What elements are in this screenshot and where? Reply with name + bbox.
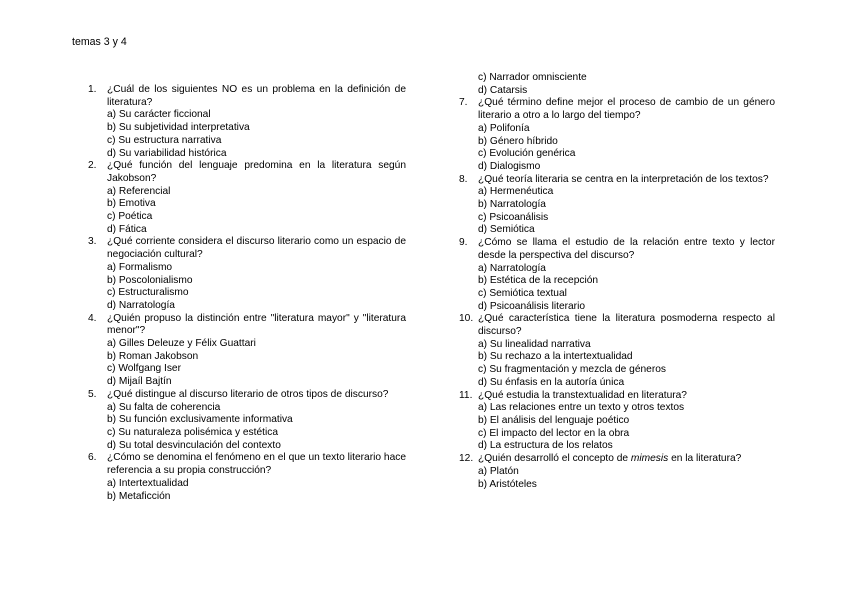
option: c) Wolfgang Iser xyxy=(107,363,181,375)
question-number: 10. xyxy=(459,313,474,325)
question-10 xyxy=(459,313,775,389)
option: b) Aristóteles xyxy=(478,478,537,490)
question-text: ¿Qué corriente considera el discurso literario como un espacio de negociación cultural? xyxy=(107,236,406,261)
question-number: 7. xyxy=(459,97,468,109)
question-continuation xyxy=(459,72,775,97)
option: d) Narratología xyxy=(107,299,175,311)
question-text xyxy=(478,453,775,466)
question-text: ¿Qué teoría literaria se centra en la interpretación de los textos? xyxy=(478,173,769,185)
question-text: ¿Cómo se denomina el fenómeno en el que un texto literario hace referencia a su propia construcción? xyxy=(107,452,406,477)
question-text-before: ¿Quién desarrolló el concepto de xyxy=(478,453,631,465)
question-number: 3. xyxy=(88,236,97,248)
question-number: 11. xyxy=(459,389,473,401)
option: a) Hermenéutica xyxy=(478,186,554,198)
question-text: ¿Quién propuso la distinción entre "literatura mayor" y "literatura menor"? xyxy=(107,312,406,337)
option: b) Emotiva xyxy=(107,198,156,210)
question-3 xyxy=(88,236,406,312)
question-2 xyxy=(88,160,406,236)
option: a) Gilles Deleuze y Félix Guattari xyxy=(107,338,256,350)
question-12 xyxy=(459,453,775,491)
option: b) Poscolonialismo xyxy=(107,274,193,286)
question-8 xyxy=(459,174,775,238)
question-number: 4. xyxy=(88,312,97,324)
question-text: ¿Qué estudia la transtextualidad en literatura? xyxy=(478,389,687,401)
option: a) Formalismo xyxy=(107,261,173,273)
question-text-italic: mimesis xyxy=(630,453,669,465)
option: a) Platón xyxy=(478,465,519,477)
question-text: ¿Qué función del lenguaje predomina en la literatura según Jakobson? xyxy=(107,160,406,184)
document-header: temas 3 y 4 xyxy=(72,36,127,48)
option: b) Metaficción xyxy=(107,490,171,502)
option: c) Poética xyxy=(107,211,153,223)
question-number: 6. xyxy=(88,452,97,464)
question-5 xyxy=(88,389,406,453)
question-text: ¿Cuál de los siguientes NO es un problema en la definición de literatura? xyxy=(107,84,406,108)
question-4 xyxy=(88,313,406,389)
question-11 xyxy=(459,390,775,454)
option: b) Género híbrido xyxy=(478,135,558,147)
option: b) Su función exclusivamente informativa xyxy=(107,414,293,426)
option: b) El análisis del lenguaje poético xyxy=(478,414,630,426)
option: a) Intertextualidad xyxy=(107,477,189,489)
option: c) Su naturaleza polisémica y estética xyxy=(107,426,279,438)
option: a) Su carácter ficcional xyxy=(107,109,211,121)
option: d) Su énfasis en la autoría única xyxy=(478,376,625,388)
option: d) Semiótica xyxy=(478,224,535,236)
option: d) Su variabilidad histórica xyxy=(107,147,227,159)
option: c) Semiótica textual xyxy=(478,287,567,299)
option: a) Polifonía xyxy=(478,122,530,134)
question-text: ¿Qué término define mejor el proceso de cambio de un género literario a otro a lo largo del tiempo? xyxy=(478,97,775,122)
question-6 xyxy=(88,452,406,503)
left-column xyxy=(88,84,406,503)
question-text-after: en la literatura? xyxy=(668,453,742,465)
option: b) Estética de la recepción xyxy=(478,275,599,287)
question-text: ¿Qué característica tiene la literatura posmoderna respecto al discurso? xyxy=(478,313,775,338)
option: c) Su fragmentación y mezcla de géneros xyxy=(478,364,666,376)
option: b) Su subjetividad interpretativa xyxy=(107,122,250,134)
option: b) Su rechazo a la intertextualidad xyxy=(478,351,633,363)
option: d) Mijaíl Bajtín xyxy=(107,376,172,388)
right-column xyxy=(459,72,775,491)
option: d) Dialogismo xyxy=(478,160,541,172)
question-1 xyxy=(88,84,406,160)
question-9 xyxy=(459,237,775,313)
question-number: 5. xyxy=(88,388,97,400)
question-7 xyxy=(459,97,775,173)
option: a) Su falta de coherencia xyxy=(107,401,221,413)
option: a) Las relaciones entre un texto y otros textos xyxy=(478,402,685,414)
option: a) Narratología xyxy=(478,262,546,274)
option: d) Su total desvinculación del contexto xyxy=(107,439,281,451)
question-number: 9. xyxy=(459,237,468,249)
option: b) Narratología xyxy=(478,199,546,211)
option: a) Referencial xyxy=(107,185,171,197)
option: c) Estructuralismo xyxy=(107,287,189,299)
option: c) Psicoanálisis xyxy=(478,211,549,223)
option: d) Fática xyxy=(107,223,147,235)
option: d) Catarsis xyxy=(478,84,528,96)
question-number: 8. xyxy=(459,173,468,185)
question-number: 2. xyxy=(88,160,97,172)
option: c) El impacto del lector en la obra xyxy=(478,427,630,439)
option: d) Psicoanálisis literario xyxy=(478,300,586,312)
question-number: 12. xyxy=(459,453,474,465)
option: d) La estructura de los relatos xyxy=(478,440,613,452)
question-text: ¿Qué distingue al discurso literario de otros tipos de discurso? xyxy=(107,388,389,400)
option: c) Narrador omnisciente xyxy=(478,72,587,83)
option: c) Su estructura narrativa xyxy=(107,134,222,146)
question-text: ¿Cómo se llama el estudio de la relación entre texto y lector desde la perspectiva del discurso? xyxy=(478,237,775,261)
option: c) Evolución genérica xyxy=(478,148,576,160)
option: a) Su linealidad narrativa xyxy=(478,338,591,350)
question-number: 1. xyxy=(88,84,97,95)
option: b) Roman Jakobson xyxy=(107,350,199,362)
